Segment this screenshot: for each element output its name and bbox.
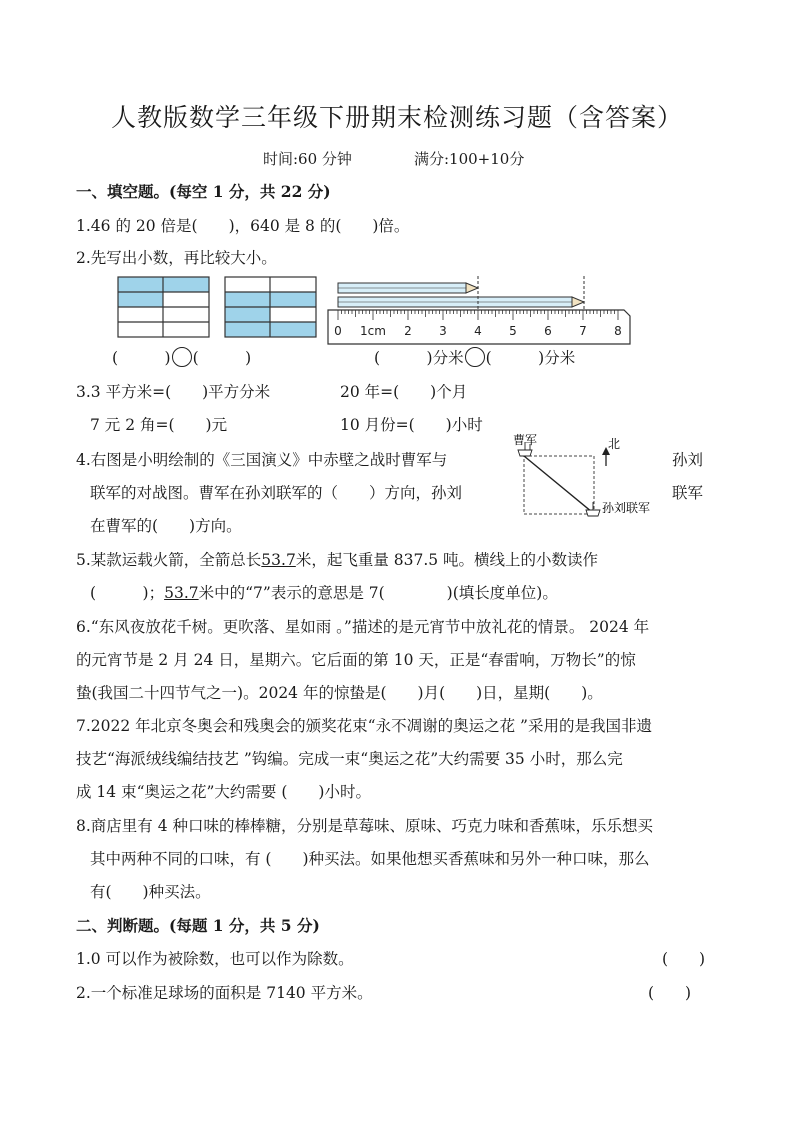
question-4-line-2: 联军的对战图。曹军在孙刘联军的（ ）方向，孙刘 — [90, 484, 463, 502]
section-true-false: 二、判断题。(每题 1 分，共 5 分) — [76, 916, 320, 935]
question-3b: 20 年=( )个月 — [340, 383, 468, 401]
map-label-cao: 曹军 — [513, 433, 538, 447]
ruler-label: 4 — [474, 324, 482, 338]
ruler-label: 1cm — [360, 324, 386, 338]
answer-blank[interactable]: ( ) — [112, 349, 171, 367]
question-4-line-1: 4.右图是小明绘制的《三国演义》中赤壁之战时曹军与 — [76, 451, 448, 469]
ruler-label: 0 — [334, 324, 342, 338]
question-3a: 3.3 平方米=( )平方分米 — [76, 383, 271, 401]
question-5-line-2: ( )；53.7米中的“7”表示的意思是 7( )(填长度单位)。 — [90, 584, 558, 602]
judge-2-box[interactable]: ( ) — [648, 984, 692, 1002]
grid-figure-1 — [117, 276, 211, 340]
ruler-label: 5 — [509, 324, 517, 338]
ruler-figure — [326, 272, 632, 348]
question-4-line-1-end: 孙刘 — [672, 451, 704, 469]
judge-2: 2.一个标准足球场的面积是 7140 平方米。 — [76, 984, 373, 1002]
question-4-line-2-end: 联军 — [672, 484, 704, 502]
question-3c: 7 元 2 角=( )元 — [90, 416, 228, 434]
question-8-line-3: 有( )种买法。 — [90, 883, 211, 901]
question-6-line-3: 蛰(我国二十四节气之一)。2024 年的惊蛰是( )月( )日，星期( )。 — [76, 684, 603, 702]
question-2: 2.先写出小数，再比较大小。 — [76, 249, 277, 267]
ruler-label: 2 — [404, 324, 412, 338]
question-7-line-1: 7.2022 年北京冬奥会和残奥会的颁奖花束“永不凋谢的奥运之花 ”采用的是我国非遗 — [76, 717, 652, 735]
ruler-label: 8 — [614, 324, 622, 338]
pencil-icon — [338, 297, 584, 307]
section-fill-blank: 一、填空题。(每空 1 分，共 22 分) — [76, 182, 331, 201]
question-6-line-1: 6.“东风夜放花千树。更吹落、星如雨 。”描述的是元宵节中放礼花的情景。 2024 年 — [76, 618, 650, 636]
exam-time: 时间:60 分钟 — [263, 150, 352, 168]
question-1: 1.46 的 20 倍是( )，640 是 8 的( )倍。 — [76, 217, 410, 235]
question-3d: 10 月份=( )小时 — [340, 416, 483, 434]
question-6-line-2: 的元宵节是 2 月 24 日，星期六。它后面的第 10 天，正是“春雷响，万物长”的惊 — [76, 651, 636, 669]
question-8-line-1: 8.商店里有 4 种口味的棒棒糖，分别是草莓味、原味、巧克力味和香蕉味，乐乐想买 — [76, 817, 654, 835]
judge-1-box[interactable]: ( ) — [662, 950, 706, 968]
compare-circle[interactable] — [465, 347, 485, 367]
grid-figure-2 — [224, 276, 318, 340]
question-5-line-1: 5.某款运载火箭，全箭总长53.7米，起飞重量 837.5 吨。横线上的小数读作 — [76, 551, 599, 569]
battle-map — [510, 430, 660, 522]
question-8-line-2: 其中两种不同的口味，有 ( )种买法。如果他想买香蕉味和另外一种口味，那么 — [90, 850, 650, 868]
map-label-north: 北 — [608, 437, 621, 451]
answer-blank[interactable]: ( ) — [192, 349, 252, 367]
compare-circle[interactable] — [172, 347, 192, 367]
pencil-icon — [338, 283, 478, 293]
question-7-line-3: 成 14 束“奥运之花”大约需要 ( )小时。 — [76, 783, 371, 801]
ruler-label: 7 — [579, 324, 587, 338]
ruler-label: 3 — [439, 324, 447, 338]
question-7-line-2: 技艺“海派绒线编结技艺 ”钩编。完成一束“奥运之花”大约需要 35 小时，那么完 — [76, 750, 623, 768]
ruler-label: 6 — [544, 324, 552, 338]
page-title: 人教版数学三年级下册期末检测练习题（含答案） — [110, 103, 683, 132]
judge-1: 1.0 可以作为被除数，也可以作为除数。 — [76, 950, 354, 968]
map-label-sunliu: 孙刘联军 — [602, 501, 651, 515]
answer-blank[interactable]: ( )分米 — [374, 349, 464, 367]
exam-score: 满分:100+10分 — [414, 150, 525, 168]
answer-blank[interactable]: ( )分米 — [485, 349, 576, 367]
question-4-line-3: 在曹军的( )方向。 — [90, 517, 242, 535]
